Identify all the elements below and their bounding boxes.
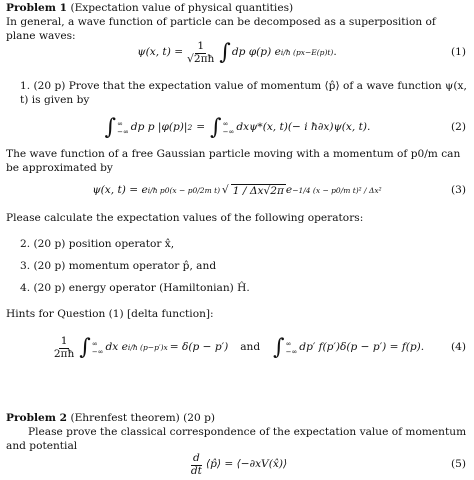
calculate-text: Please calculate the expectation values of the following operators:	[6, 212, 364, 224]
integral-sign: ∫	[273, 335, 285, 360]
eq4-and: and	[240, 341, 261, 354]
equation-1: ψ(x, t) = $\frac{1}{√2\pi ħ}$ ∫ dp φ(p) e i/ħ (px−E(p)t) . (1)	[137, 39, 466, 65]
eq4-den: 2πħ	[53, 347, 75, 360]
problem-1-intro: In general, a wave function of particle can be decomposed as a superposition of plane waves:	[6, 16, 436, 42]
eq4-fraction	[52, 336, 77, 360]
eq4-a-rhs: = δ(p − p′)	[169, 341, 229, 354]
eq2-upper-limit: ∞	[222, 119, 229, 128]
eq5-rhs: ⟨p̂⟩ = ⟨−∂xV(x̂)⟩	[205, 458, 288, 471]
equation-4	[6, 328, 468, 368]
eq1-den: √2πħ	[187, 52, 215, 65]
question-1: 1. (20 p) Prove that the expectation value of momentum ⟨p̂⟩ of a wave function ψ(x, t) is given by	[20, 80, 467, 106]
eq2-left-sup: 2	[187, 123, 193, 133]
equation-3: ψ(x, t) = e i/ħ p0(x − p0/2m t) √ 1 / Δx√2π e −1/4 (x − p0/m t)² / Δx² (3)	[92, 184, 466, 197]
gaussian-text: The wave function of a free Gaussian particle moving with a momentum of p0/m can be approximated by	[6, 148, 461, 174]
eq3-number: (3)	[450, 184, 466, 197]
eq3-sqrt: 1 / Δx√2π	[232, 184, 284, 197]
integral-sign: ∫	[104, 115, 117, 140]
eq4-b: dp′ f(p′)δ(p − p′) = f(p).	[299, 341, 425, 354]
eq1-fraction	[185, 41, 216, 65]
problem-1-heading	[6, 2, 468, 16]
question-3: 3. (20 p) momentum operator p̂, and	[20, 260, 217, 272]
eq4-limits	[92, 340, 104, 357]
sqrt-sign: √	[222, 184, 229, 197]
equation-5	[6, 450, 468, 480]
eq2-limits	[117, 120, 129, 137]
eq4-a-exp: i/ħ (p−p′)x	[127, 343, 168, 353]
eq1-lhs: ψ(x, t) =	[137, 46, 184, 59]
eq1-exponent: i/ħ (px−E(p)t)	[280, 48, 334, 58]
question-2: 2. (20 p) position operator x̂,	[20, 238, 175, 250]
eq2-equals: =	[196, 121, 206, 134]
eq1-number: (1)	[450, 46, 466, 59]
eq4-lower-limit: −∞	[285, 348, 298, 356]
integral-sign: ∫	[219, 40, 231, 65]
eq2-upper-limit: ∞	[117, 119, 123, 128]
problem-2-heading	[6, 412, 468, 426]
eq2-lower-limit: −∞	[222, 128, 235, 136]
hints-text: Hints for Question (1) [delta function]:	[6, 308, 214, 320]
equation-2	[6, 108, 468, 148]
problem-2-subtitle: (Ehrenfest theorem) (20 p)	[70, 412, 216, 424]
problem-1-title: Problem 1	[6, 2, 68, 14]
eq3-exp2: −1/4 (x − p0/m t)² / Δx²	[292, 186, 382, 196]
eq2-limits-2	[223, 120, 235, 137]
integral-sign: ∫	[79, 335, 91, 360]
eq4-limits-2	[286, 340, 298, 357]
eq4-upper-limit: ∞	[91, 339, 98, 348]
eq4-lower-limit: −∞	[91, 348, 104, 356]
eq4-number: (4)	[450, 341, 466, 354]
eq2-number: (2)	[450, 121, 466, 134]
eq4-num: 1	[60, 334, 68, 347]
integral-sign: ∫	[210, 115, 222, 140]
eq5-den: dt	[190, 464, 202, 477]
problem-2-text: Please prove the classical correspondence of the expectation value of momentum and potential	[6, 426, 467, 452]
eq2-lower-limit: −∞	[117, 128, 129, 136]
problem-2-title: Problem 2	[6, 412, 68, 424]
eq5-number: (5)	[450, 458, 466, 471]
question-4: 4. (20 p) energy operator (Hamiltonian) Ĥ.	[20, 282, 250, 294]
eq3-exp: i/ħ p0(x − p0/2m t)	[147, 186, 221, 196]
eq5-fraction	[189, 453, 204, 477]
eq1-rhs: dp φ(p) e	[231, 46, 281, 59]
eq2-right: dxψ*(x, t)(− i ħ∂x)ψ(x, t).	[236, 121, 371, 134]
eq1-num: 1	[197, 39, 205, 52]
problem-1-subtitle: (Expectation value of physical quantities)	[70, 2, 294, 14]
eq3-lhs: ψ(x, t) = e	[92, 184, 148, 197]
eq2-left: dp p |φ(p)|	[130, 121, 188, 134]
eq4-a: dx e	[105, 341, 128, 354]
eq5-num: d	[193, 451, 200, 464]
eq4-upper-limit: ∞	[285, 339, 292, 348]
